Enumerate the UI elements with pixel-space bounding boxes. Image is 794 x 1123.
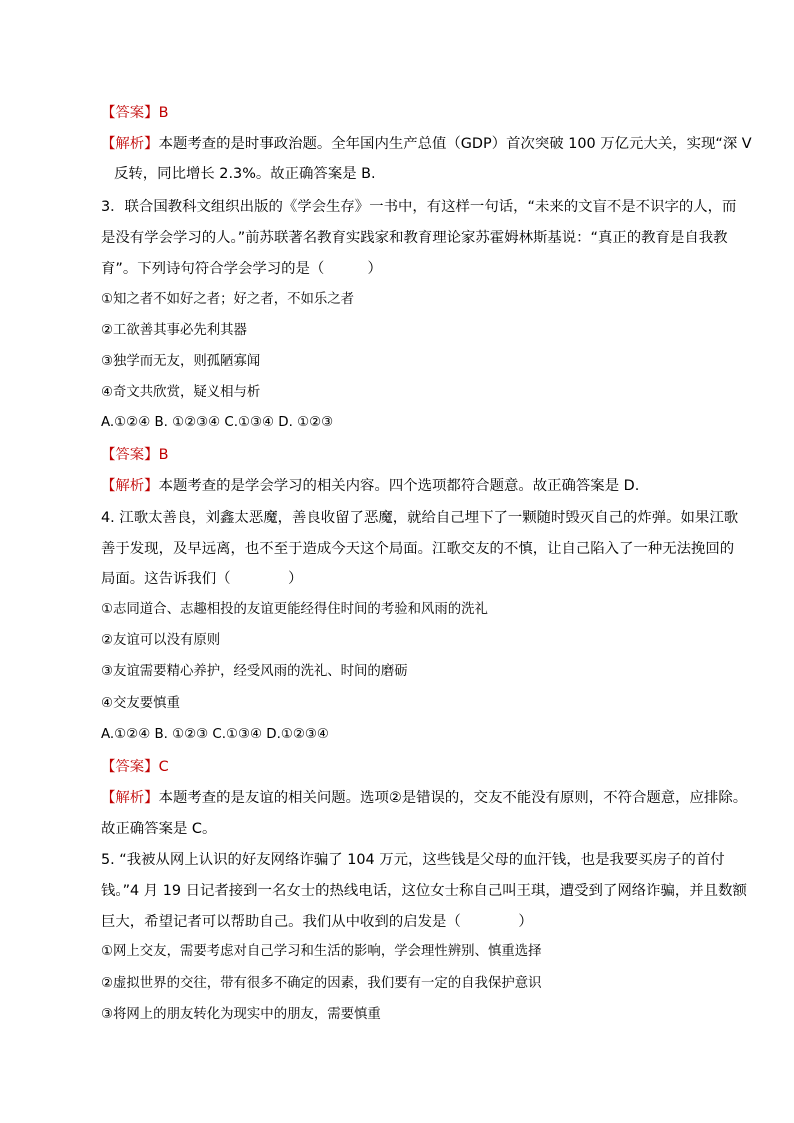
answer-label: 【答案】 (101, 105, 159, 121)
q4-answer-value: C (158, 759, 169, 775)
q4-option-3: ③友谊需要精心养护，经受风雨的洗礼、时间的磨砺 (101, 664, 408, 679)
q2-answer-value: B (158, 105, 169, 121)
q3-answer-value: B (158, 447, 169, 463)
q5-option-1: ①网上交友，需要考虑对自己学习和生活的影响，学会理性辨别、慎重选择 (101, 944, 542, 959)
q4-analysis-text-2: 故正确答案是 C。 (101, 821, 217, 837)
q4-answer-line (101, 757, 169, 777)
q5-option-2: ②虚拟世界的交往，带有很多不确定的因素，我们要有一定的自我保护意识 (101, 976, 542, 991)
q4-choices: A.①②④ B. ①②③ C.①③④ D.①②③④ (101, 727, 329, 742)
q3-option-4: ④奇文共欣赏，疑义相与析 (101, 385, 261, 400)
q2-analysis-text-2: 反转，同比增长 2.3%。故正确答案是 B. (114, 166, 376, 182)
q3-option-1: ①知之者不如好之者；好之者，不如乐之者 (101, 292, 355, 307)
q3-option-3: ③独学而无友，则孤陋寡闻 (101, 354, 261, 369)
q3-stem-2: 是没有学会学习的人。”前苏联著名教育实践家和教育理论家苏霍姆林斯基说：“真正的教育是自我教 (101, 230, 728, 246)
answer-label: 【答案】 (101, 759, 159, 775)
analysis-label: 【解析】 (101, 136, 159, 152)
q4-stem-2: 善于发现，及早远离，也不至于造成今天这个局面。江歌交友的不慎，让自己陷入了一种无法挽回的 (101, 541, 735, 557)
q5-stem-1: 5. “我被从网上认识的好友网络诈骗了 104 万元，这些钱是父母的血汗钱，也是我要买房子的首付 (101, 852, 725, 868)
q3-stem-3: 育”。下列诗句符合学会学习的是（ ） (101, 261, 382, 277)
q5-stem-2: 钱。”4 月 19 日记者接到一名女士的热线电话，这位女士称自己叫王琪，遭受到了网络诈骗，并且数额 (101, 883, 747, 899)
analysis-label: 【解析】 (101, 790, 159, 806)
q3-option-2: ②工欲善其事必先利其器 (101, 323, 247, 338)
q5-stem-3: 巨大，希望记者可以帮助自己。我们从中收到的启发是（ ） (101, 914, 533, 930)
q3-answer-line (101, 445, 168, 465)
q3-stem-1: 3．联合国教科文组织出版的《学会生存》一书中，有这样一句话，“未来的文盲不是不识字的人，而 (101, 199, 737, 215)
analysis-label: 【解析】 (101, 478, 159, 494)
q4-stem-1: 4. 江歌太善良，刘鑫太恶魔，善良收留了恶魔，就给自己埋下了一颗随时毁灭自己的炸弹。如果江歌 (101, 510, 739, 526)
q3-analysis-line (101, 476, 639, 496)
q4-option-4: ④交友要慎重 (101, 696, 180, 711)
answer-label: 【答案】 (101, 447, 159, 463)
q5-option-3: ③将网上的朋友转化为现实中的朋友，需要慎重 (101, 1007, 381, 1022)
q2-answer-line (101, 103, 168, 123)
q4-option-2: ②友谊可以没有原则 (101, 633, 221, 648)
q4-analysis-text-1: 本题考查的是友谊的相关问题。选项②是错误的，交友不能没有原则，不符合题意，应排除。 (158, 790, 748, 806)
q3-choices: A.①②④ B. ①②③④ C.①③④ D. ①②③ (101, 415, 334, 430)
q4-analysis-line (101, 788, 747, 808)
q3-analysis-text: 本题考查的是学会学习的相关内容。四个选项都符合题意。故正确答案是 D. (158, 478, 640, 494)
q2-analysis-text-1: 本题考查的是时事政治题。全年国内生产总值（GDP）首次突破 100 万亿元大关，实现“深 V (158, 136, 752, 152)
q2-analysis-line (101, 134, 752, 154)
q4-stem-3: 局面。这告诉我们（ ） (101, 571, 303, 587)
q4-option-1: ①志同道合、志趣相投的友谊更能经得住时间的考验和风雨的洗礼 (101, 602, 488, 617)
